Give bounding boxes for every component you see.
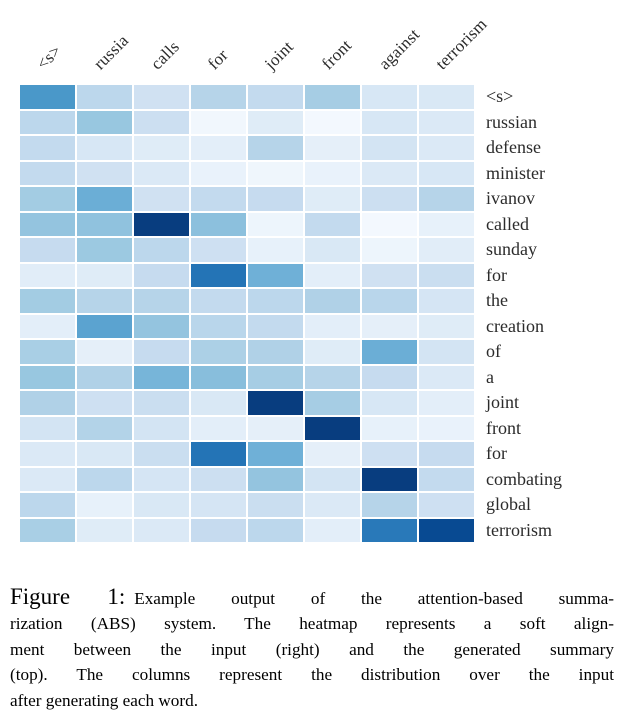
heatmap-cell-minister-russia bbox=[77, 162, 132, 186]
heatmap-cell-joint-against bbox=[362, 391, 417, 415]
heatmap-cell-a-joint bbox=[248, 366, 303, 390]
heatmap-cell-terrorism-russia bbox=[77, 519, 132, 543]
heatmap-cell-the-calls bbox=[134, 289, 189, 313]
caption-line: rization (ABS) system. The heatmap represents a soft align- bbox=[10, 614, 614, 634]
column-label-russia: russia bbox=[89, 30, 132, 74]
heatmap-cell-called-joint bbox=[248, 213, 303, 237]
heatmap-cell-ivanov-front bbox=[305, 187, 360, 211]
column-label-<s>: <s> bbox=[32, 41, 65, 74]
row-label-a: a bbox=[486, 366, 494, 387]
heatmap-cell-joint-<s> bbox=[20, 391, 75, 415]
column-label-joint: joint bbox=[260, 37, 297, 74]
heatmap-cell-<s>-for bbox=[191, 85, 246, 109]
heatmap-cell-the-<s> bbox=[20, 289, 75, 313]
heatmap-cell-joint-russia bbox=[77, 391, 132, 415]
heatmap-cell-front-front bbox=[305, 417, 360, 441]
heatmap-cell-for-<s> bbox=[20, 442, 75, 466]
heatmap-cell-of-front bbox=[305, 340, 360, 364]
heatmap-cell-combating-against bbox=[362, 468, 417, 492]
heatmap-cell-front-terrorism bbox=[419, 417, 474, 441]
row-label-called: called bbox=[486, 213, 529, 234]
heatmap-cell-called-for bbox=[191, 213, 246, 237]
column-label-terrorism: terrorism bbox=[431, 14, 491, 74]
heatmap-cell-russian-against bbox=[362, 111, 417, 135]
heatmap-cell-of-terrorism bbox=[419, 340, 474, 364]
heatmap-cell-creation-russia bbox=[77, 315, 132, 339]
heatmap-cell-russian-calls bbox=[134, 111, 189, 135]
heatmap-cell-ivanov-joint bbox=[248, 187, 303, 211]
heatmap-cell-minister-terrorism bbox=[419, 162, 474, 186]
column-label-calls: calls bbox=[146, 37, 183, 74]
heatmap-cell-<s>-calls bbox=[134, 85, 189, 109]
caption-text: Example output of the attention-based summa- bbox=[134, 589, 614, 608]
heatmap-cell-a-russia bbox=[77, 366, 132, 390]
heatmap-cell-creation-against bbox=[362, 315, 417, 339]
heatmap-cell-for-for bbox=[191, 264, 246, 288]
heatmap-cell-of-calls bbox=[134, 340, 189, 364]
heatmap-cell-of-joint bbox=[248, 340, 303, 364]
heatmap-cell-defense-terrorism bbox=[419, 136, 474, 160]
heatmap-cell-global-against bbox=[362, 493, 417, 517]
row-label-of: of bbox=[486, 341, 501, 361]
figure-caption bbox=[10, 584, 614, 713]
row-label-<s>: <s> bbox=[486, 86, 514, 106]
heatmap-cell-sunday-against bbox=[362, 238, 417, 262]
heatmap-cell-for-russia bbox=[77, 264, 132, 288]
heatmap-cell-joint-terrorism bbox=[419, 391, 474, 415]
heatmap-cell-combating-joint bbox=[248, 468, 303, 492]
heatmap-cell-for-front bbox=[305, 264, 360, 288]
heatmap-cell-ivanov-calls bbox=[134, 187, 189, 211]
heatmap-cell-minister-joint bbox=[248, 162, 303, 186]
row-label-defense: defense bbox=[486, 137, 541, 157]
heatmap-cell-for-for bbox=[191, 442, 246, 466]
heatmap-cell-of-for bbox=[191, 340, 246, 364]
row-label-minister: minister bbox=[486, 162, 545, 183]
heatmap-cell-terrorism-terrorism bbox=[419, 519, 474, 543]
heatmap-cell-defense-against bbox=[362, 136, 417, 160]
heatmap-cell-called-front bbox=[305, 213, 360, 237]
heatmap-cell-russian-for bbox=[191, 111, 246, 135]
heatmap-cell-combating-russia bbox=[77, 468, 132, 492]
heatmap-cell-sunday-calls bbox=[134, 238, 189, 262]
heatmap-cell-creation-terrorism bbox=[419, 315, 474, 339]
heatmap-cell-for-terrorism bbox=[419, 442, 474, 466]
heatmap-cell-defense-front bbox=[305, 136, 360, 160]
heatmap-cell-<s>-against bbox=[362, 85, 417, 109]
heatmap-cell-minister-for bbox=[191, 162, 246, 186]
heatmap-cell-terrorism-against bbox=[362, 519, 417, 543]
heatmap-cell-sunday-russia bbox=[77, 238, 132, 262]
heatmap-cell-russian-joint bbox=[248, 111, 303, 135]
caption-line: ment between the input (right) and the generated summary bbox=[10, 639, 614, 659]
caption-line bbox=[10, 584, 614, 611]
heatmap-cell-defense-russia bbox=[77, 136, 132, 160]
heatmap-cell-joint-calls bbox=[134, 391, 189, 415]
heatmap-cell-for-russia bbox=[77, 442, 132, 466]
heatmap-cell-front-against bbox=[362, 417, 417, 441]
heatmap-cell-global-joint bbox=[248, 493, 303, 517]
heatmap-cell-global-for bbox=[191, 493, 246, 517]
heatmap-cell-called-calls bbox=[134, 213, 189, 237]
row-label-the: the bbox=[486, 290, 508, 310]
heatmap-cell-the-for bbox=[191, 289, 246, 313]
heatmap-cell-front-joint bbox=[248, 417, 303, 441]
heatmap-cell-combating-front bbox=[305, 468, 360, 492]
row-label-joint: joint bbox=[486, 392, 520, 412]
heatmap-cell-defense-joint bbox=[248, 136, 303, 160]
heatmap-cell-for-front bbox=[305, 442, 360, 466]
heatmap-cell-combating-<s> bbox=[20, 468, 75, 492]
heatmap-cell-defense-for bbox=[191, 136, 246, 160]
heatmap-cell-joint-for bbox=[191, 391, 246, 415]
heatmap-cell-creation-calls bbox=[134, 315, 189, 339]
heatmap-cell-sunday-terrorism bbox=[419, 238, 474, 262]
column-label-front: front bbox=[317, 35, 355, 74]
figure-number-label: Figure 1: bbox=[10, 584, 126, 609]
row-label-russian: russian bbox=[486, 111, 537, 132]
row-label-ivanov: ivanov bbox=[486, 188, 535, 208]
heatmap-cell-defense-<s> bbox=[20, 136, 75, 160]
heatmap-cell-called-russia bbox=[77, 213, 132, 237]
caption-line: (top). The columns represent the distribution over the input bbox=[10, 665, 614, 685]
row-label-for: for bbox=[486, 443, 507, 463]
heatmap-cell-sunday-front bbox=[305, 238, 360, 262]
heatmap-cell-front-for bbox=[191, 417, 246, 441]
column-label-against: against bbox=[374, 24, 423, 74]
heatmap-cell-minister-<s> bbox=[20, 162, 75, 186]
heatmap-cell-front-calls bbox=[134, 417, 189, 441]
column-label-for: for bbox=[203, 45, 232, 74]
caption-line: after generating each word. bbox=[10, 690, 199, 710]
heatmap-cell-<s>-russia bbox=[77, 85, 132, 109]
row-label-creation: creation bbox=[486, 315, 544, 336]
heatmap-cell-a-front bbox=[305, 366, 360, 390]
heatmap-cell-creation-front bbox=[305, 315, 360, 339]
heatmap-cell-joint-front bbox=[305, 391, 360, 415]
heatmap-cell-terrorism-front bbox=[305, 519, 360, 543]
heatmap-cell-combating-terrorism bbox=[419, 468, 474, 492]
heatmap-cell-minister-against bbox=[362, 162, 417, 186]
heatmap-cell-ivanov-against bbox=[362, 187, 417, 211]
heatmap-cell-creation-<s> bbox=[20, 315, 75, 339]
heatmap-cell-the-joint bbox=[248, 289, 303, 313]
heatmap-cell-<s>-terrorism bbox=[419, 85, 474, 109]
row-label-sunday: sunday bbox=[486, 239, 537, 259]
heatmap-cell-a-against bbox=[362, 366, 417, 390]
heatmap-cell-front-<s> bbox=[20, 417, 75, 441]
heatmap-cell-terrorism-<s> bbox=[20, 519, 75, 543]
heatmap-cell-terrorism-joint bbox=[248, 519, 303, 543]
heatmap-cell-for-terrorism bbox=[419, 264, 474, 288]
heatmap-cell-russian-front bbox=[305, 111, 360, 135]
heatmap-cell-sunday-<s> bbox=[20, 238, 75, 262]
heatmap-cell-front-russia bbox=[77, 417, 132, 441]
heatmap-cell-called-<s> bbox=[20, 213, 75, 237]
heatmap-cell-<s>-front bbox=[305, 85, 360, 109]
row-label-combating: combating bbox=[486, 468, 562, 489]
heatmap-cell-for-joint bbox=[248, 264, 303, 288]
heatmap-cell-global-front bbox=[305, 493, 360, 517]
heatmap-cell-terrorism-calls bbox=[134, 519, 189, 543]
heatmap-cell-terrorism-for bbox=[191, 519, 246, 543]
heatmap-cell-of-<s> bbox=[20, 340, 75, 364]
heatmap-cell-global-calls bbox=[134, 493, 189, 517]
heatmap-cell-global-terrorism bbox=[419, 493, 474, 517]
heatmap-cell-the-front bbox=[305, 289, 360, 313]
heatmap-cell-ivanov-russia bbox=[77, 187, 132, 211]
heatmap-cell-<s>-<s> bbox=[20, 85, 75, 109]
row-label-for: for bbox=[486, 264, 507, 285]
heatmap-cell-of-russia bbox=[77, 340, 132, 364]
heatmap-cell-russian-terrorism bbox=[419, 111, 474, 135]
attention-heatmap bbox=[20, 85, 474, 542]
heatmap-cell-creation-joint bbox=[248, 315, 303, 339]
heatmap-cell-global-<s> bbox=[20, 493, 75, 517]
heatmap-cell-creation-for bbox=[191, 315, 246, 339]
heatmap-cell-the-terrorism bbox=[419, 289, 474, 313]
heatmap-cell-russian-russia bbox=[77, 111, 132, 135]
heatmap-cell-joint-joint bbox=[248, 391, 303, 415]
heatmap-cell-global-russia bbox=[77, 493, 132, 517]
heatmap-cell-ivanov-<s> bbox=[20, 187, 75, 211]
heatmap-cell-a-<s> bbox=[20, 366, 75, 390]
row-label-terrorism: terrorism bbox=[486, 519, 552, 540]
heatmap-cell-for-calls bbox=[134, 264, 189, 288]
heatmap-cell-a-for bbox=[191, 366, 246, 390]
heatmap-cell-of-against bbox=[362, 340, 417, 364]
heatmap-cell-for-<s> bbox=[20, 264, 75, 288]
heatmap-cell-russian-<s> bbox=[20, 111, 75, 135]
heatmap-cell-for-against bbox=[362, 264, 417, 288]
heatmap-cell-sunday-for bbox=[191, 238, 246, 262]
heatmap-cell-combating-for bbox=[191, 468, 246, 492]
heatmap-cell-for-joint bbox=[248, 442, 303, 466]
heatmap-cell-ivanov-terrorism bbox=[419, 187, 474, 211]
heatmap-cell-a-calls bbox=[134, 366, 189, 390]
heatmap-cell-minister-calls bbox=[134, 162, 189, 186]
heatmap-cell-defense-calls bbox=[134, 136, 189, 160]
heatmap-cell-the-russia bbox=[77, 289, 132, 313]
heatmap-cell-minister-front bbox=[305, 162, 360, 186]
heatmap-cell-called-against bbox=[362, 213, 417, 237]
heatmap-cell-for-calls bbox=[134, 442, 189, 466]
heatmap-cell-sunday-joint bbox=[248, 238, 303, 262]
heatmap-cell-<s>-joint bbox=[248, 85, 303, 109]
heatmap-cell-ivanov-for bbox=[191, 187, 246, 211]
heatmap-cell-the-against bbox=[362, 289, 417, 313]
heatmap-cell-called-terrorism bbox=[419, 213, 474, 237]
row-label-global: global bbox=[486, 494, 531, 514]
row-label-front: front bbox=[486, 417, 521, 438]
heatmap-cell-for-against bbox=[362, 442, 417, 466]
heatmap-cell-a-terrorism bbox=[419, 366, 474, 390]
heatmap-cell-combating-calls bbox=[134, 468, 189, 492]
